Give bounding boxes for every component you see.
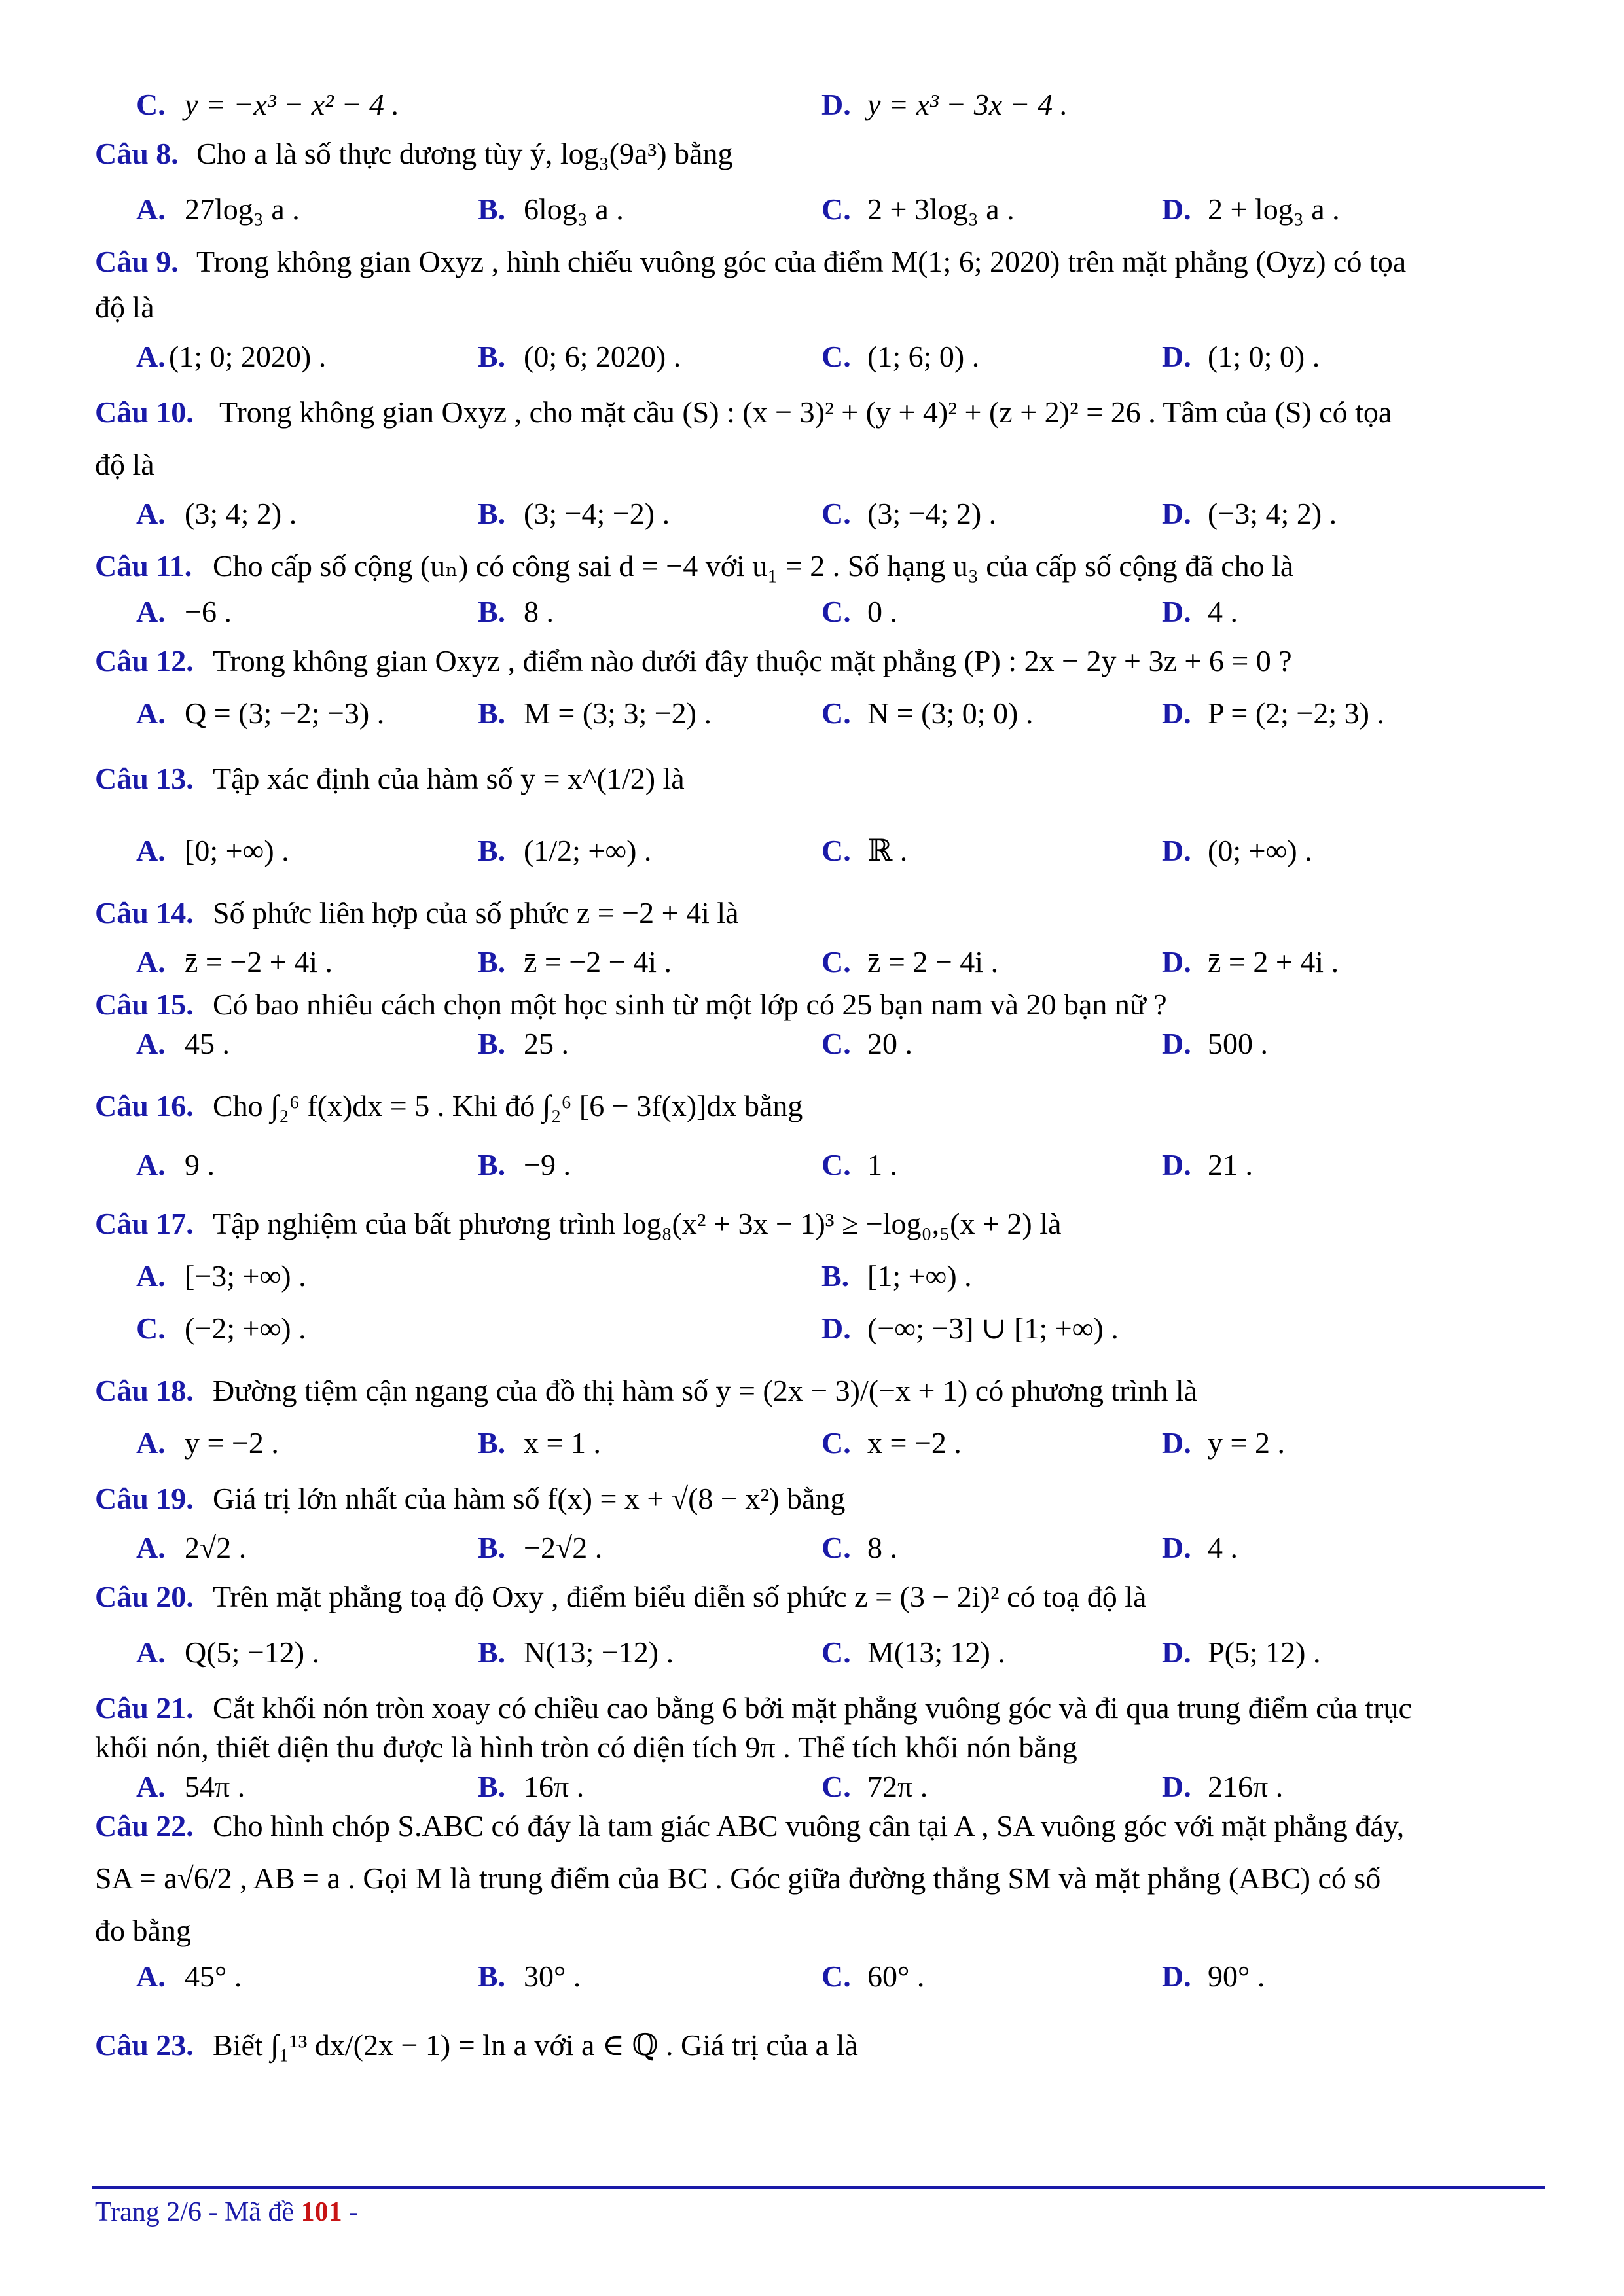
text-segment: y = −x³ − x² − 4 . xyxy=(185,88,399,121)
text-line xyxy=(0,337,1624,389)
text-segment: Cho a là số thực dương tùy ý, log₃(9a³) bằng xyxy=(196,137,733,170)
text-segment: SA = a√6/2 , AB = a . Gọi M là trung điểm của BC . Góc giữa đường thẳng SM và mặt phẳng (ABC) có số xyxy=(95,1861,1381,1895)
text-line xyxy=(0,1024,1624,1077)
option-label: D. xyxy=(1162,1960,1191,1993)
option-label: C. xyxy=(821,1027,851,1060)
text-segment: (−2; +∞) . xyxy=(185,1312,306,1345)
option-label: D. xyxy=(821,1312,851,1345)
text-segment: 27log₃ a . xyxy=(185,192,300,226)
option-label: B. xyxy=(478,1636,506,1669)
text-segment: x = −2 . xyxy=(867,1426,962,1460)
text-line xyxy=(0,1371,1624,1424)
option-label: A. xyxy=(136,1426,166,1460)
option-label: C. xyxy=(821,1531,851,1564)
option-label: B. xyxy=(478,497,506,530)
option-label: C. xyxy=(821,945,851,978)
text-segment: Tập nghiệm của bất phương trình log₈(x² + 3x − 1)³ ≥ −log₀,₅(x + 2) là xyxy=(213,1207,1062,1240)
option-label: C. xyxy=(136,88,166,121)
text-segment: 45° . xyxy=(185,1960,242,1993)
text-segment: N(13; −12) . xyxy=(524,1636,674,1669)
text-segment: Cho cấp số cộng (uₙ) có công sai d = −4 với u₁ = 2 . Số hạng u₃ của cấp số cộng đã cho là xyxy=(213,549,1294,583)
text-line xyxy=(0,2026,1624,2078)
text-segment: độ là xyxy=(95,291,154,324)
text-segment: M = (3; 3; −2) . xyxy=(524,696,712,730)
question-number: Câu 13. xyxy=(95,762,194,795)
option-label: B. xyxy=(478,1960,506,1993)
option-label: B. xyxy=(478,834,506,867)
option-label: C. xyxy=(821,595,851,628)
text-segment: (3; −4; −2) . xyxy=(524,497,670,530)
text-segment: 16π . xyxy=(524,1770,585,1803)
text-segment: Q(5; −12) . xyxy=(185,1636,320,1669)
text-segment: (−3; 4; 2) . xyxy=(1208,497,1337,530)
option-label: A. xyxy=(136,834,166,867)
text-segment: (−∞; −3] ∪ [1; +∞) . xyxy=(867,1312,1119,1345)
text-line xyxy=(0,1479,1624,1532)
option-label: A. xyxy=(136,497,166,530)
text-segment: 90° . xyxy=(1208,1960,1265,1993)
text-segment: x = 1 . xyxy=(524,1426,601,1460)
option-label: A. xyxy=(136,945,166,978)
question-number: Câu 22. xyxy=(95,1809,194,1842)
option-label: B. xyxy=(821,1259,850,1293)
text-segment: 54π . xyxy=(185,1770,245,1803)
text-segment: 21 . xyxy=(1208,1148,1253,1181)
text-line xyxy=(0,85,1624,137)
text-segment: M(13; 12) . xyxy=(867,1636,1005,1669)
option-label: C. xyxy=(821,192,851,226)
option-label: B. xyxy=(478,1531,506,1564)
text-segment: (3; −4; 2) . xyxy=(867,497,997,530)
text-line xyxy=(0,1806,1624,1859)
text-segment: Cắt khối nón tròn xoay có chiều cao bằng 6 bởi mặt phẳng vuông góc và đi qua trung điểm của trục xyxy=(213,1691,1412,1725)
question-number: Câu 17. xyxy=(95,1207,194,1240)
text-segment: Trong không gian Oxyz , hình chiếu vuông góc của điểm M(1; 6; 2020) trên mặt phẳng (Oyz) có tọa xyxy=(196,245,1407,278)
text-line xyxy=(0,1204,1624,1257)
option-label: D. xyxy=(1162,595,1191,628)
text-segment: 1 . xyxy=(867,1148,897,1181)
text-segment: 4 . xyxy=(1208,1531,1238,1564)
text-segment: (0; 6; 2020) . xyxy=(524,340,681,373)
text-segment: 20 . xyxy=(867,1027,912,1060)
footer-page-label: Trang 2/6 - Mã đề xyxy=(95,2197,295,2227)
text-segment: khối nón, thiết diện thu được là hình tròn có diện tích 9π . Thể tích khối nón bằng xyxy=(95,1731,1077,1764)
text-segment: −6 . xyxy=(185,595,232,628)
text-line xyxy=(0,1633,1624,1685)
question-number: Câu 12. xyxy=(95,644,194,677)
text-segment: [0; +∞) . xyxy=(185,834,289,867)
text-line xyxy=(0,1257,1624,1309)
text-segment: Trong không gian Oxyz , điểm nào dưới đây thuộc mặt phẳng (P) : 2x − 2y + 3z + 6 = 0 ? xyxy=(213,644,1292,677)
text-segment: P(5; 12) . xyxy=(1208,1636,1321,1669)
text-segment: 0 . xyxy=(867,595,897,628)
text-segment: đo bằng xyxy=(95,1914,191,1947)
text-line xyxy=(0,759,1624,812)
text-line xyxy=(0,1424,1624,1476)
text-segment: Biết ∫₁¹³ dx/(2x − 1) = ln a với a ∈ ℚ . Giá trị của a là xyxy=(213,2028,858,2062)
option-label: D. xyxy=(1162,1426,1191,1460)
option-label: D. xyxy=(1162,497,1191,530)
text-segment: 30° . xyxy=(524,1960,581,1993)
text-line xyxy=(0,1086,1624,1139)
text-line xyxy=(0,1577,1624,1630)
option-label: C. xyxy=(821,1960,851,1993)
text-line xyxy=(0,494,1624,547)
option-label: C. xyxy=(821,696,851,730)
text-segment: 60° . xyxy=(867,1960,925,1993)
footer-divider xyxy=(92,2186,1545,2189)
option-label: D. xyxy=(821,88,851,121)
option-label: A. xyxy=(136,1259,166,1293)
option-label: C. xyxy=(821,1426,851,1460)
option-label: A. xyxy=(136,1027,166,1060)
text-segment: Trên mặt phẳng toạ độ Oxy , điểm biểu diễn số phức z = (3 − 2i)² có toạ độ là xyxy=(213,1580,1147,1613)
text-segment: y = x³ − 3x − 4 . xyxy=(867,88,1068,121)
option-label: D. xyxy=(1162,1531,1191,1564)
option-label: A. xyxy=(136,1960,166,1993)
text-segment: (0; +∞) . xyxy=(1208,834,1312,867)
text-line xyxy=(0,393,1624,445)
question-number: Câu 10. xyxy=(95,395,194,429)
text-line xyxy=(0,1911,1624,1964)
text-segment: 4 . xyxy=(1208,595,1238,628)
text-segment: 216π . xyxy=(1208,1770,1284,1803)
option-label: B. xyxy=(478,1426,506,1460)
text-line xyxy=(0,893,1624,946)
text-segment: 25 . xyxy=(524,1027,569,1060)
text-segment: (3; 4; 2) . xyxy=(185,497,297,530)
footer-exam-code: 101 xyxy=(300,2197,342,2227)
option-label: C. xyxy=(821,497,851,530)
option-label: D. xyxy=(1162,1636,1191,1669)
option-label: A. xyxy=(136,696,166,730)
option-label: B. xyxy=(478,945,506,978)
text-line xyxy=(0,242,1624,295)
text-line xyxy=(0,1528,1624,1581)
option-label: B. xyxy=(478,1770,506,1803)
question-number: Câu 18. xyxy=(95,1374,194,1407)
text-segment: z̄ = −2 + 4i . xyxy=(185,945,333,978)
option-label: B. xyxy=(478,595,506,628)
text-line xyxy=(0,831,1624,884)
text-segment: 500 . xyxy=(1208,1027,1268,1060)
text-line xyxy=(0,1957,1624,2009)
option-label: A. xyxy=(136,1531,166,1564)
option-label: A. xyxy=(136,1770,166,1803)
text-segment: z̄ = 2 + 4i . xyxy=(1208,945,1339,978)
text-segment: −9 . xyxy=(524,1148,571,1181)
text-segment: (1; 6; 0) . xyxy=(867,340,980,373)
text-segment: [1; +∞) . xyxy=(867,1259,972,1293)
option-label: B. xyxy=(478,696,506,730)
option-label: D. xyxy=(1162,192,1191,226)
text-segment: 72π . xyxy=(867,1770,928,1803)
text-segment: −2√2 . xyxy=(524,1531,603,1564)
question-number: Câu 15. xyxy=(95,988,194,1021)
text-segment: 6log₃ a . xyxy=(524,192,624,226)
question-number: Câu 16. xyxy=(95,1089,194,1122)
text-segment: ℝ . xyxy=(867,834,908,867)
text-segment: độ là xyxy=(95,448,154,481)
option-label: D. xyxy=(1162,1770,1191,1803)
question-number: Câu 19. xyxy=(95,1482,194,1515)
text-line xyxy=(0,288,1624,340)
text-segment: (1; 0; 0) . xyxy=(1208,340,1320,373)
option-label: C. xyxy=(821,340,851,373)
text-segment: 8 . xyxy=(867,1531,897,1564)
text-segment: (1/2; +∞) . xyxy=(524,834,652,867)
text-segment: 2 + log₃ a . xyxy=(1208,192,1340,226)
option-label: C. xyxy=(821,1636,851,1669)
text-line xyxy=(0,641,1624,694)
option-label: C. xyxy=(136,1312,166,1345)
text-line xyxy=(0,694,1624,746)
text-segment: Tập xác định của hàm số y = x^(1/2) là xyxy=(213,762,685,795)
option-label: A. xyxy=(136,1636,166,1669)
text-segment: 45 . xyxy=(185,1027,230,1060)
option-label: B. xyxy=(478,192,506,226)
page-footer xyxy=(95,2194,358,2231)
text-line xyxy=(0,1145,1624,1198)
question-number: Câu 20. xyxy=(95,1580,194,1613)
option-label: B. xyxy=(478,1148,506,1181)
option-label: A. xyxy=(136,1148,166,1181)
question-number: Câu 14. xyxy=(95,896,194,929)
text-segment: Cho hình chóp S.ABC có đáy là tam giác ABC vuông cân tại A , SA vuông góc với mặt phẳng đáy, xyxy=(213,1809,1405,1842)
option-label: C. xyxy=(821,834,851,867)
text-segment: Giá trị lớn nhất của hàm số f(x) = x + √(8 − x²) bằng xyxy=(213,1482,846,1515)
text-segment: 2√2 . xyxy=(185,1531,247,1564)
text-segment: y = 2 . xyxy=(1208,1426,1285,1460)
option-label: D. xyxy=(1162,696,1191,730)
text-segment: Trong không gian Oxyz , cho mặt cầu (S) : (x − 3)² + (y + 4)² + (z + 2)² = 26 . Tâm của (S) có tọa xyxy=(219,395,1392,429)
option-label: D. xyxy=(1162,1027,1191,1060)
option-label: A. xyxy=(136,595,166,628)
option-label: C. xyxy=(821,1770,851,1803)
text-segment: (1; 0; 2020) . xyxy=(169,340,327,373)
option-label: D. xyxy=(1162,340,1191,373)
text-segment: 8 . xyxy=(524,595,554,628)
footer-tail: - xyxy=(342,2197,359,2227)
option-label: D. xyxy=(1162,945,1191,978)
text-segment: 2 + 3log₃ a . xyxy=(867,192,1015,226)
text-segment: z̄ = −2 − 4i . xyxy=(524,945,672,978)
text-segment: P = (2; −2; 3) . xyxy=(1208,696,1384,730)
text-segment: Có bao nhiêu cách chọn một học sinh từ một lớp có 25 bạn nam và 20 bạn nữ ? xyxy=(213,988,1167,1021)
question-number: Câu 21. xyxy=(95,1691,194,1725)
text-segment: Số phức liên hợp của số phức z = −2 + 4i là xyxy=(213,896,739,929)
text-line xyxy=(0,190,1624,242)
question-number: Câu 9. xyxy=(95,245,179,278)
text-segment: N = (3; 0; 0) . xyxy=(867,696,1034,730)
text-segment: y = −2 . xyxy=(185,1426,279,1460)
text-segment: z̄ = 2 − 4i . xyxy=(867,945,999,978)
text-segment: Cho ∫₂⁶ f(x)dx = 5 . Khi đó ∫₂⁶ [6 − 3f(x)]dx bằng xyxy=(213,1089,803,1122)
text-segment: Q = (3; −2; −3) . xyxy=(185,696,385,730)
text-line xyxy=(0,1309,1624,1361)
text-line xyxy=(0,592,1624,645)
option-label: C. xyxy=(821,1148,851,1181)
question-number: Câu 11. xyxy=(95,549,192,583)
text-segment: Đường tiệm cận ngang của đồ thị hàm số y = (2x − 3)/(−x + 1) có phương trình là xyxy=(213,1374,1198,1407)
option-label: B. xyxy=(478,1027,506,1060)
option-label: B. xyxy=(478,340,506,373)
option-label: D. xyxy=(1162,834,1191,867)
question-number: Câu 8. xyxy=(95,137,179,170)
option-label: A. xyxy=(136,192,166,226)
text-line xyxy=(0,134,1624,187)
option-label: D. xyxy=(1162,1148,1191,1181)
text-segment: 9 . xyxy=(185,1148,215,1181)
option-label: A. xyxy=(136,340,166,373)
text-line xyxy=(0,445,1624,497)
text-segment: [−3; +∞) . xyxy=(185,1259,306,1293)
text-line xyxy=(0,1859,1624,1911)
question-number: Câu 23. xyxy=(95,2028,194,2062)
text-line xyxy=(0,547,1624,599)
